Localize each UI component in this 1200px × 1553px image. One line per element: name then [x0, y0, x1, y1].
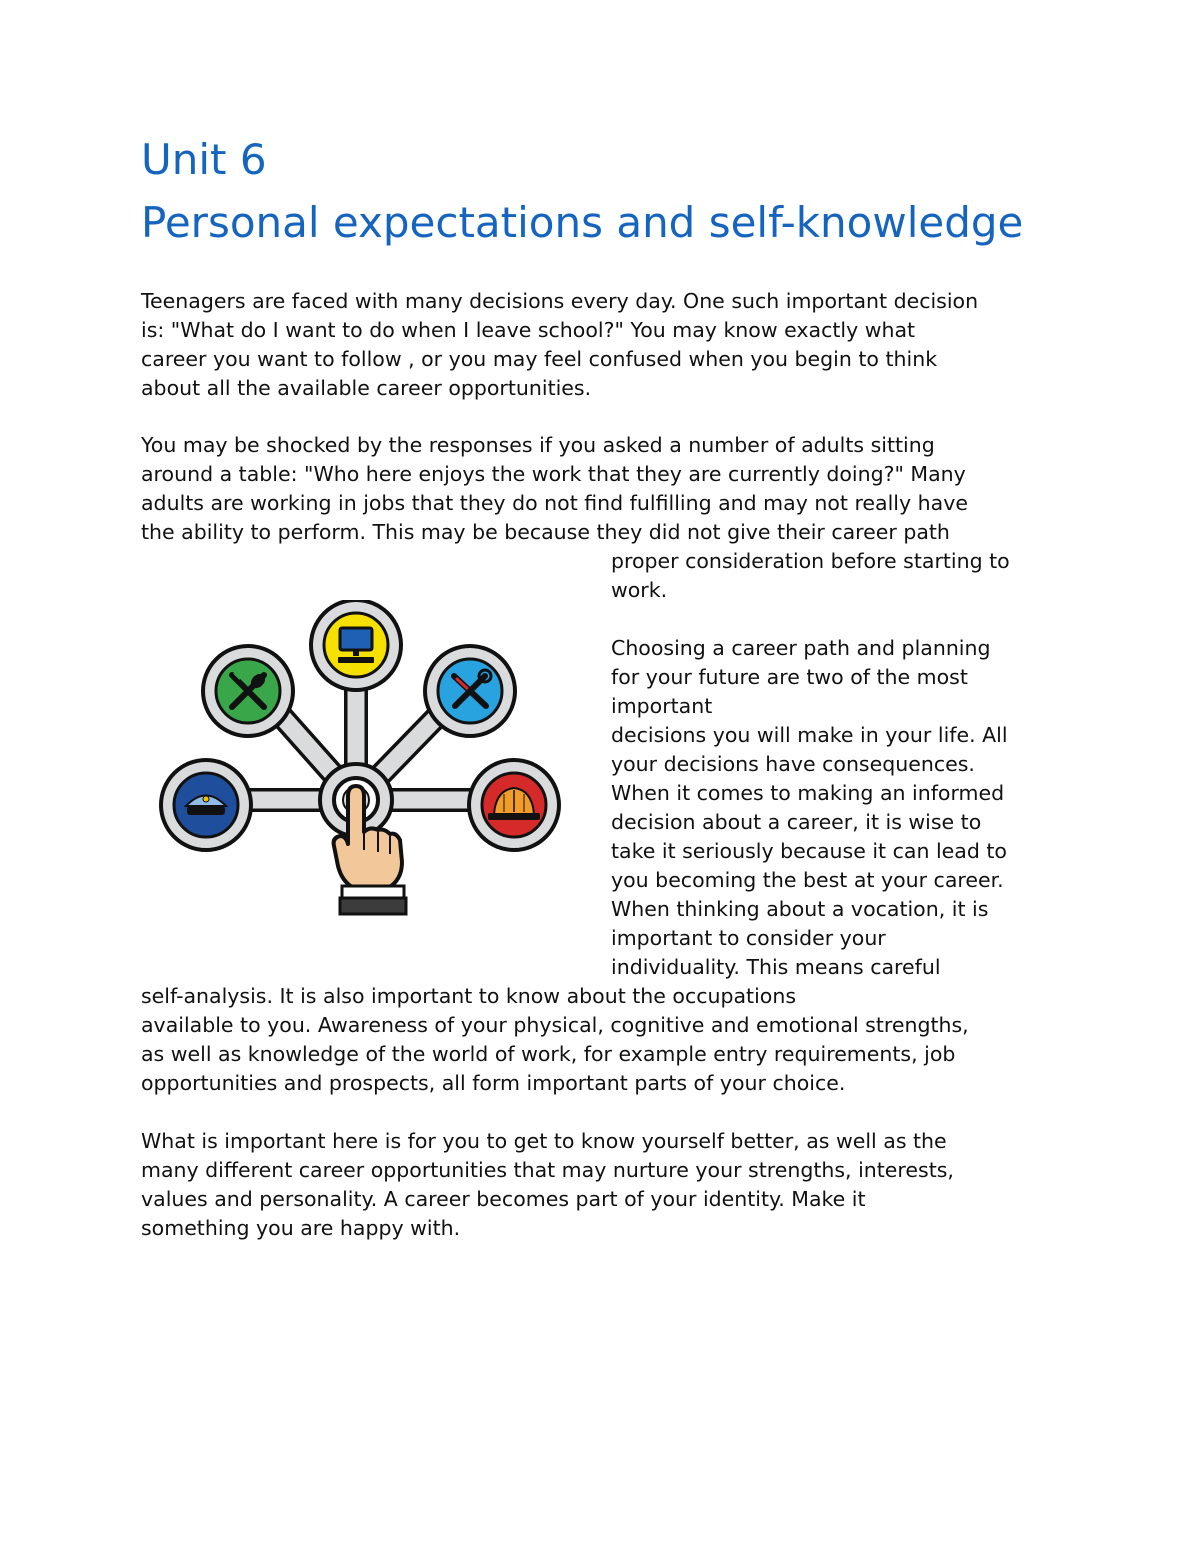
page-title: Personal expectations and self-knowledge — [141, 198, 1024, 247]
text-line: important — [611, 694, 713, 718]
text-line: for your future are two of the most — [611, 665, 968, 689]
text-line: Choosing a career path and planning — [611, 636, 991, 660]
unit-heading: Unit 6 — [141, 135, 267, 184]
text-line: What is important here is for you to get to know yourself better, as well as the — [141, 1129, 947, 1153]
text-line: about all the available career opportunities. — [141, 376, 592, 400]
text-line: the ability to perform. This may be because they did not give their career path — [141, 520, 950, 544]
text-line: many different career opportunities that may nurture your strengths, interests, — [141, 1158, 954, 1182]
utensils-icon — [203, 646, 293, 736]
text-line: You may be shocked by the responses if you asked a number of adults sitting — [141, 433, 935, 457]
text-line: as well as knowledge of the world of work, for example entry requirements, job — [141, 1042, 956, 1066]
text-line: available to you. Awareness of your physical, cognitive and emotional strengths, — [141, 1013, 969, 1037]
text-line: Teenagers are faced with many decisions every day. One such important decision — [141, 289, 979, 313]
text-line: around a table: "Who here enjoys the work that they are currently doing?" Many — [141, 462, 966, 486]
career-choice-illustration — [158, 600, 568, 920]
tools-icon — [425, 646, 515, 736]
text-line: you becoming the best at your career. — [611, 868, 1004, 892]
hard-hat-icon — [469, 760, 559, 850]
text-line: career you want to follow , or you may feel confused when you begin to think — [141, 347, 938, 371]
text-line: proper consideration before starting to — [611, 549, 1010, 573]
text-line: is: "What do I want to do when I leave school?" You may know exactly what — [141, 318, 916, 342]
text-line: When thinking about a vocation, it is — [611, 897, 989, 921]
text-line: decision about a career, it is wise to — [611, 810, 982, 834]
computer-icon — [311, 600, 401, 690]
text-line: self-analysis. It is also important to know about the occupations — [141, 984, 797, 1008]
text-line: decisions you will make in your life. All — [611, 723, 1008, 747]
text-line: work. — [611, 578, 668, 602]
text-line: something you are happy with. — [141, 1216, 461, 1240]
text-line: adults are working in jobs that they do not find fulfilling and may not really have — [141, 491, 968, 515]
text-line: take it seriously because it can lead to — [611, 839, 1007, 863]
police-cap-icon — [161, 760, 251, 850]
text-line: values and personality. A career becomes part of your identity. Make it — [141, 1187, 866, 1211]
text-line: opportunities and prospects, all form important parts of your choice. — [141, 1071, 846, 1095]
text-line: important to consider your — [611, 926, 886, 950]
text-line: When it comes to making an informed — [611, 781, 1005, 805]
text-line: individuality. This means careful — [611, 955, 941, 979]
text-line: your decisions have consequences. — [611, 752, 975, 776]
